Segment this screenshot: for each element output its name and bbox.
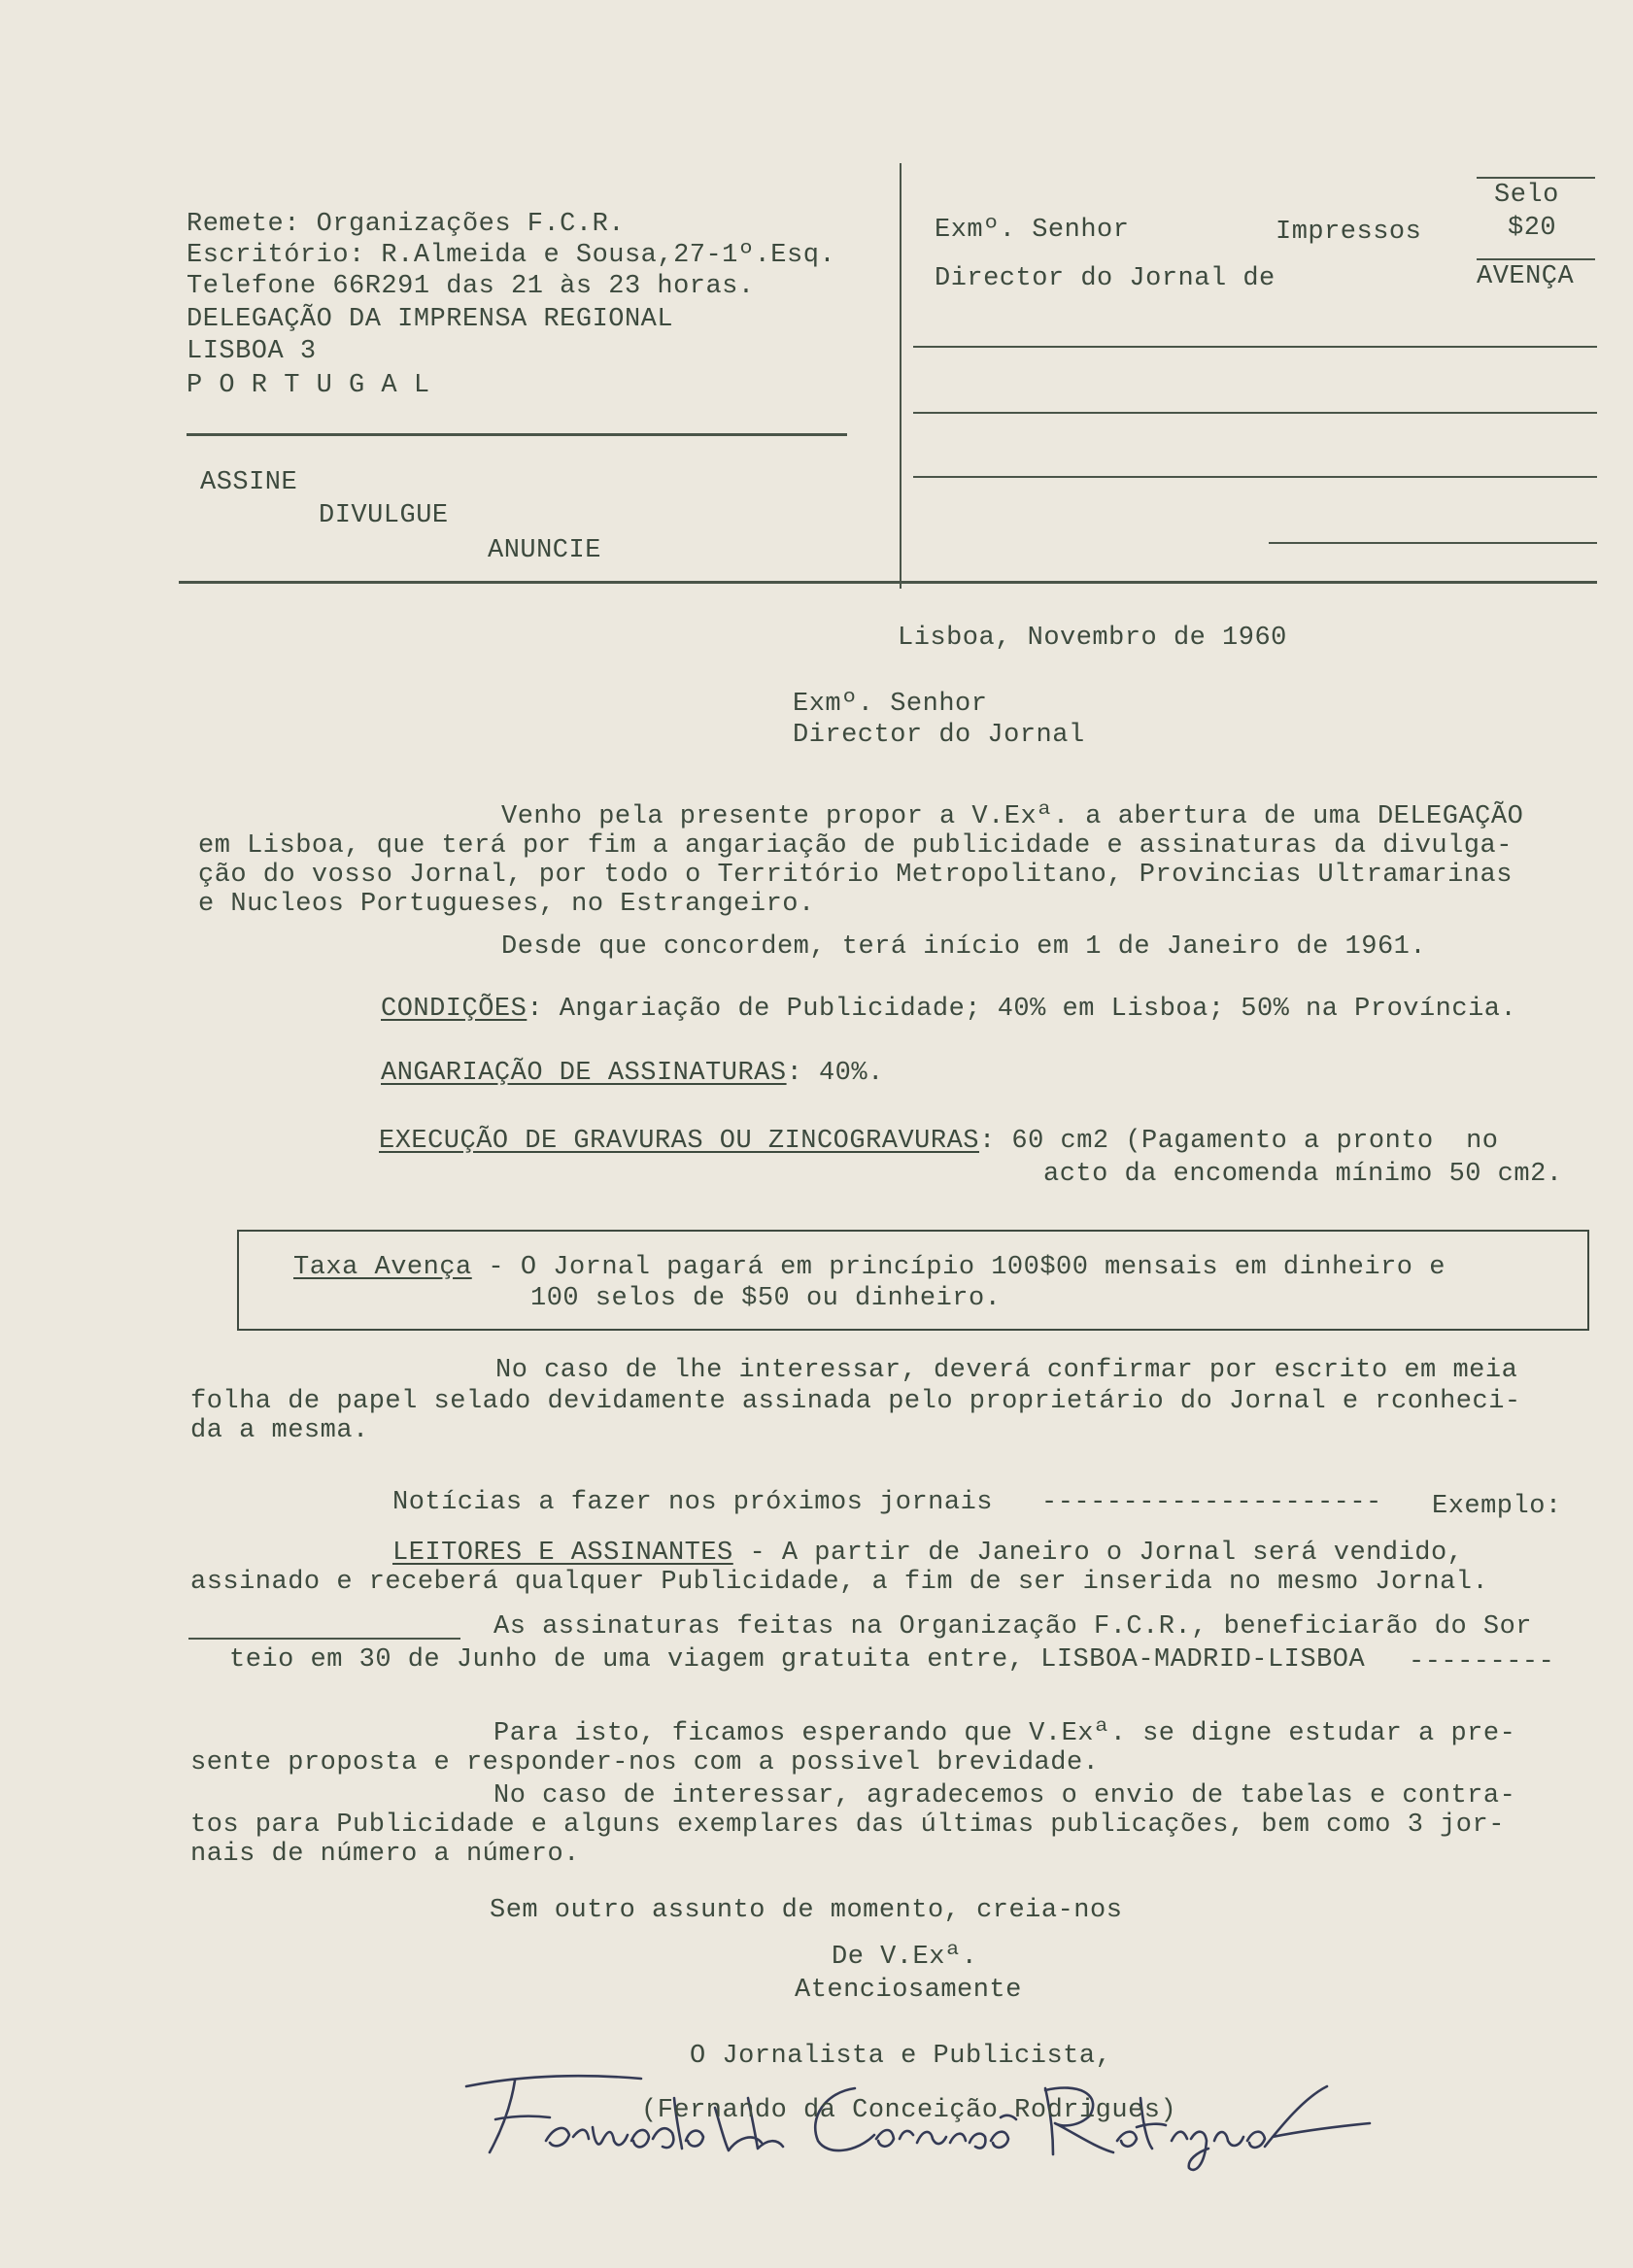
address-line [913,476,1597,478]
readers-line-2: assinado e receberá qualquer Publicidade, a fim de ser inserida no mesmo Jornal. [190,1568,1489,1597]
sender-line: Telefone 66R291 das 21 às 23 horas. [187,272,755,301]
closing-paragraph-line: Para isto, ficamos esperando que V.Exª. se digne estudar a pre- [493,1719,1516,1748]
address-line [913,412,1597,414]
recipient-salutation: Exmº. Senhor [935,216,1130,245]
intro-line: Venho pela presente propor a V.Exª. a abertura de uma DELEGAÇÃO [501,802,1524,831]
signatory-name: (Fernando da Conceição Rodrigues) [641,2096,1177,2125]
slogan-anuncie: ANUNCIE [488,536,601,565]
engravings-text: : 60 cm2 (Pagamento a pronto no [979,1127,1499,1156]
subscriptions-line [381,1059,884,1089]
fee-text: - O Jornal pagará em princípio 100$00 mensais em dinheiro e [471,1253,1446,1282]
regards-line: Atenciosamente [795,1976,1022,2005]
regards-line: De V.Exª. [832,1943,978,1972]
raffle-line: teio em 30 de Junho de uma viagem gratuita entre, LISBOA-MADRID-LISBOA [229,1645,1366,1675]
addressee-line: Exmº. Senhor [793,690,988,719]
engravings-label: EXECUÇÃO DE GRAVURAS OU ZINCOGRAVURAS [379,1127,979,1156]
stamp-type: AVENÇA [1477,262,1575,291]
intro-line: em Lisboa, que terá por fim a angariação de publicidade e assinaturas da divulga- [198,831,1513,861]
address-line [1269,542,1597,544]
conditions-text: : Angariação de Publicidade; 40% em Lisboa; 50% na Província. [527,995,1517,1024]
closing-paragraph-line: sente proposta e responder-nos com a possivel brevidade. [190,1748,1100,1777]
subscriptions-label: ANGARIAÇÃO DE ASSINATURAS [381,1059,787,1088]
news-line: Notícias a fazer nos próximos jornais [392,1488,993,1517]
closing-paragraph-line: No caso de interessar, agradecemos o envio de tabelas e contra- [493,1781,1516,1811]
stamp-value: $20 [1508,214,1557,243]
readers-text: - A partir de Janeiro o Jornal será vendido, [732,1539,1464,1568]
stamp-label: Selo [1494,181,1559,210]
closing-paragraph-line: tos para Publicidade e alguns exemplares das últimas publicações, bem como 3 jor- [190,1811,1505,1840]
fee-line [293,1253,1446,1283]
closing-line: Sem outro assunto de momento, creia-nos [490,1896,1123,1925]
intro-line: e Nucleos Portugueses, no Estrangeiro. [198,890,815,919]
slogan-divulgue: DIVULGUE [319,501,449,530]
place-date: Lisboa, Novembro de 1960 [898,624,1287,653]
conditions-line [381,995,1516,1025]
readers-label: LEITORES E ASSINANTES [392,1539,733,1568]
slogan-assine: ASSINE [200,468,298,497]
fee-box [237,1230,1589,1331]
interest-line: No caso de lhe interessar, deverá confirmar por escrito em meia [495,1356,1518,1385]
interest-line: da a mesma. [190,1416,369,1445]
interest-line: folha de papel selado devidamente assinada pelo proprietário do Jornal e rconheci- [190,1387,1521,1416]
signatory-title: O Jornalista e Publicista, [690,2042,1112,2071]
raffle-line: As assinaturas feitas na Organização F.C.R., beneficiarão do Sor [493,1612,1532,1642]
address-line [913,346,1597,348]
conditions-label: CONDIÇÕES [381,995,527,1024]
example-label: Exemplo: [1432,1492,1562,1521]
raffle-dashes: --------- [1409,1647,1555,1676]
fee-label: Taxa Avença [293,1253,472,1282]
engravings-line [379,1127,1498,1157]
sender-divider [187,433,847,436]
impressos-label: Impressos [1276,218,1422,247]
intro-line: Desde que concordem, terá início em 1 de Janeiro de 1961. [501,932,1427,962]
recipient-role: Director do Jornal de [935,264,1276,293]
news-dashes: --------------------- [1041,1488,1382,1517]
intro-line: ção do vosso Jornal, por todo o Território Metropolitano, Provincias Ultramarinas [198,861,1513,890]
readers-line [392,1539,1463,1569]
stamp-mid-line [1477,258,1595,260]
fee-line-2: 100 selos de $50 ou dinheiro. [530,1284,1002,1313]
engravings-line-2: acto da encomenda mínimo 50 cm2. [1043,1160,1563,1189]
stamp-top-line [1477,177,1595,179]
sender-line: Remete: Organizações F.C.R. [187,210,625,239]
addressee-line: Director do Jornal [793,721,1085,750]
raffle-rule [188,1638,460,1640]
header-bottom-rule [179,581,1597,584]
sender-line: Escritório: R.Almeida e Sousa,27-1º.Esq. [187,241,836,270]
sender-line: P O R T U G A L [187,371,430,400]
sender-line: DELEGAÇÃO DA IMPRENSA REGIONAL [187,305,674,334]
header-vertical-divider [900,163,902,589]
subscriptions-text: : 40%. [786,1059,884,1088]
closing-paragraph-line: nais de número a número. [190,1840,580,1869]
sender-line: LISBOA 3 [187,337,317,366]
